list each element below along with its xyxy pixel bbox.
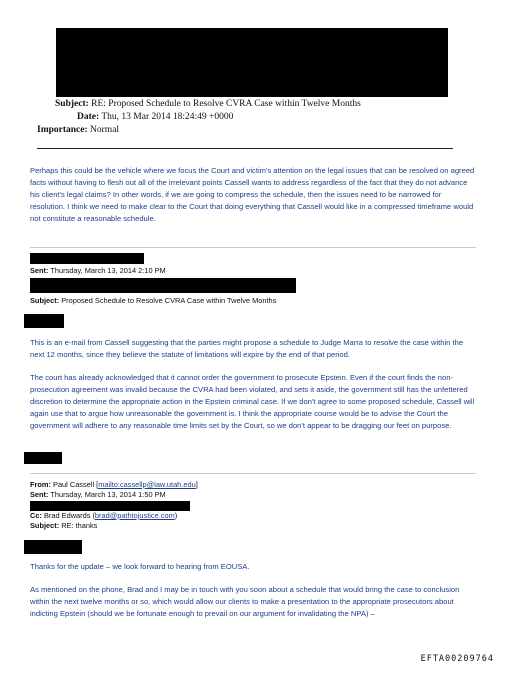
- msg3-sent: Sent: Thursday, March 13, 2014 1:50 PM: [30, 490, 166, 499]
- redaction-to: [30, 278, 296, 293]
- importance-value: Normal: [90, 125, 120, 135]
- date-value: Thu, 13 Mar 2014 18:24:49 +0000: [101, 112, 234, 122]
- subject-label: Subject:: [55, 99, 89, 109]
- redaction-to-2: [30, 501, 190, 511]
- msg2-para2: The court has already acknowledged that it cannot order the government to prosecute Epstein. Even if the court finds the non-prosecution agreement was invalid because the CVRA had been violated, and sets it aside, the government still has the unfettered discretion to determine the appropriate action in the Epstein criminal case. If we don't agree to some proposed schedule, Cassell will again use that to argue how unreasonable the government is. I think the appropriate course would be to advise the Court the government will adhere to any reasonable time limits set by the Court, so we don't appear to be dragging our feet on purpose.: [30, 373, 475, 431]
- msg3-para2: As mentioned on the phone, Brad and I may be in touch with you soon about a schedule that would bring the case to conclusion within the next twelve months or so, which would allow our clients to make a presentation to the appropriate prosecutors about indicting Epstein (should we be fortunate enough to prevail on our argument for invalidating the NPA) –: [30, 585, 460, 619]
- importance-label: Importance:: [37, 125, 88, 135]
- document-id: EFTA00209764: [420, 654, 494, 664]
- header-date: [77, 112, 233, 122]
- msg2-para1: This is an e-mail from Cassell suggesting that the parties might propose a schedule to Judge Marra to resolve the case within the next 12 months, since they believe the statute of limitations will expire by the end of that period.: [30, 338, 464, 360]
- from-email-link[interactable]: mailto:cassellp@law.utah.edu: [98, 480, 196, 489]
- msg3-from: From: Paul Cassell [mailto:cassellp@law.utah.edu]: [30, 480, 198, 489]
- separator: [30, 247, 476, 248]
- separator: [30, 473, 476, 474]
- subject-value: RE: Proposed Schedule to Resolve CVRA Case within Twelve Months: [91, 99, 361, 109]
- msg3-para1: Thanks for the update – we look forward to hearing from EOUSA.: [30, 562, 250, 571]
- header-importance: [37, 125, 119, 135]
- redaction-header-block: [56, 28, 448, 97]
- redaction-salutation: [24, 314, 64, 328]
- reply-body: Perhaps this could be the vehicle where we focus the Court and victim's attention on the legal issues that can be resolved on agreed facts without having to flesh out all of the irrelevant points Cassell wants to address regardless of the fact that they do not advance his client's legal claims? In other words, if we are going to compress the schedule, then the issues need to be narrowed for resolution. I think we need to make clear to the Court that doing everything that Cassell would like in a compressed timeframe would not constitute a reasonable schedule.: [30, 166, 475, 224]
- msg3-cc: Cc: Brad Edwards (brad@pathtojustice.com): [30, 511, 178, 520]
- msg3-subject: Subject: RE: thanks: [30, 521, 98, 530]
- redaction-salutation-2: [24, 540, 82, 554]
- msg2-subject: Subject: Proposed Schedule to Resolve CVRA Case within Twelve Months: [30, 296, 277, 305]
- cc-email-link[interactable]: brad@pathtojustice.com: [94, 511, 175, 520]
- msg2-sent: Sent: Thursday, March 13, 2014 2:10 PM: [30, 266, 166, 275]
- header-rule: [37, 148, 453, 149]
- date-label: Date:: [77, 112, 100, 122]
- redaction-signature: [24, 452, 62, 464]
- redaction-from: [30, 253, 144, 264]
- header-subject: [55, 99, 361, 109]
